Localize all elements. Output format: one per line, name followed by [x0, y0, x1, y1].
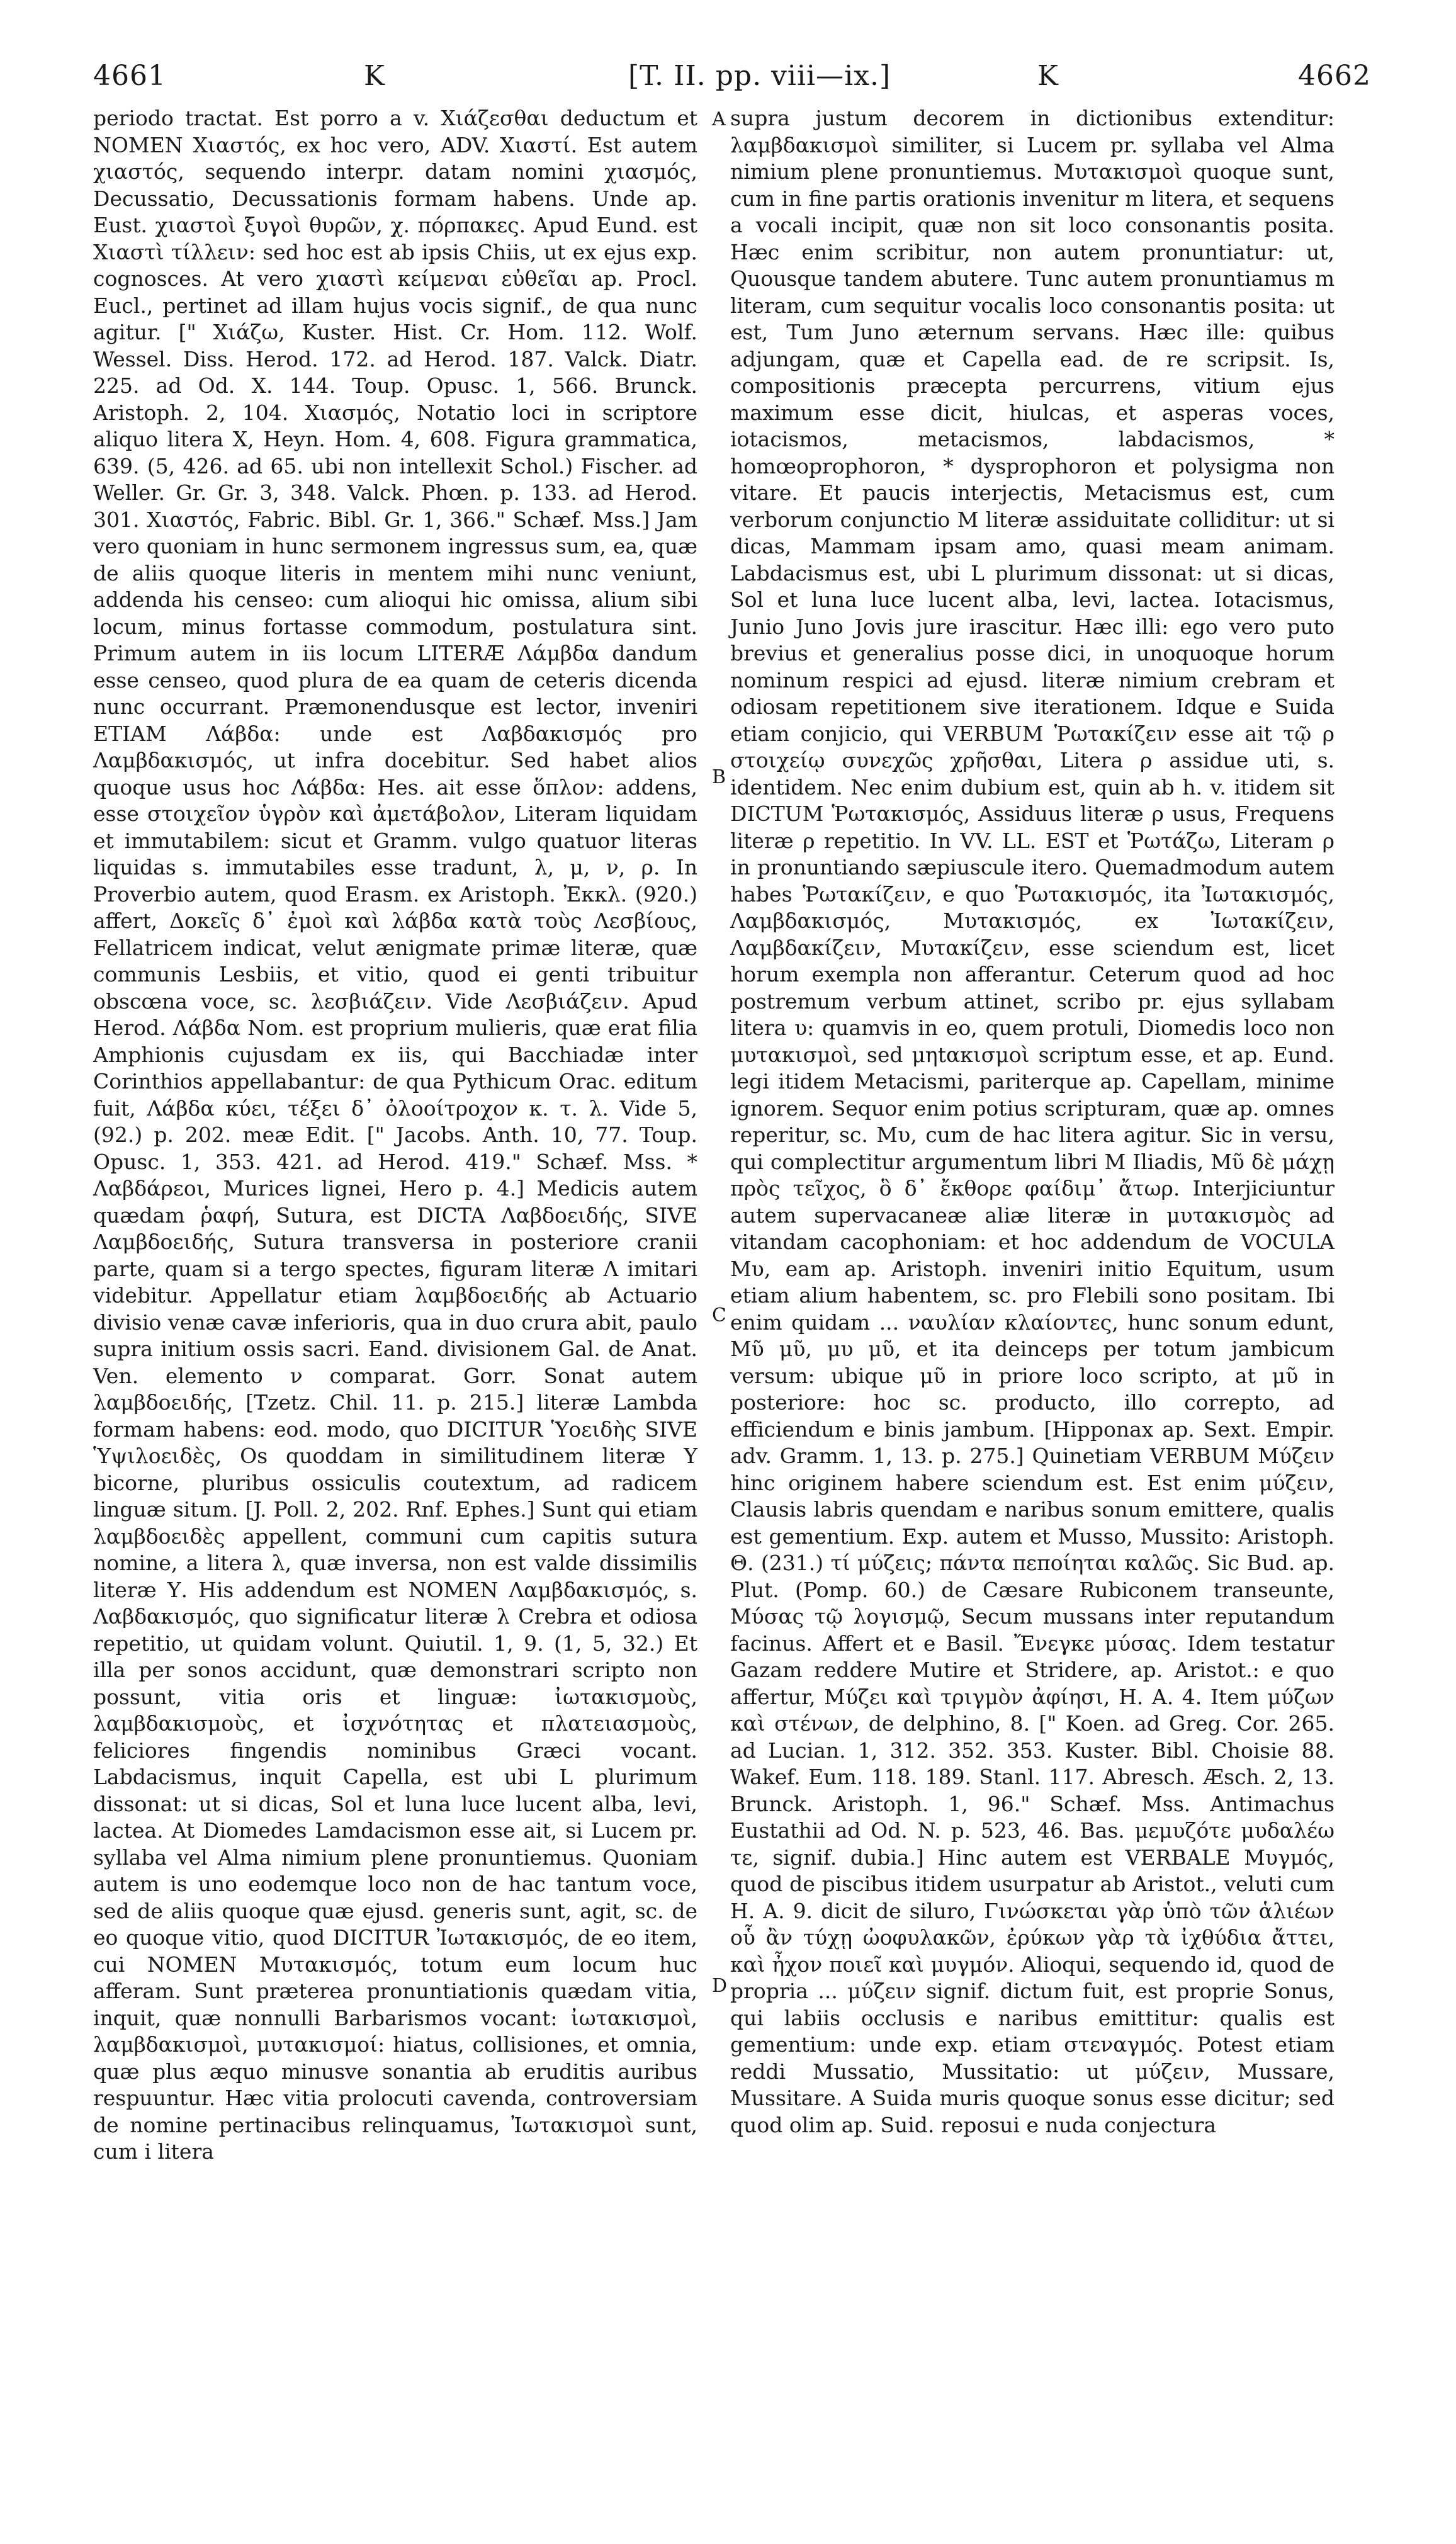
left-column-text: periodo tractat. Est porro a v. Χιάζεσθαι deductum et NOMEN Χιαστός, ex hoc vero, ADV. Χιαστί. Est autem χιαστός, sequendo interpr. datam nomini χιασμός, Decussatio, Decussationis formam habens. Unde ap. Eust. χιαστοὶ ξυγοὶ θυρῶν, χ. πόρπακες. Apud Eund. est Χιαστὶ τίλλειν: sed hoc est ab ipsis Chiis, ut ex ejus exp. cognosces. At vero χιαστὶ κείμεναι εὐθεῖαι ap. Procl. Eucl., pertinet ad illam hujus vocis signif., de qua nunc agitur. [" Χιάζω, Kuster. Hist. Cr. Hom. 112. Wolf. Wessel. Diss. Herod. 172. ad Herod. 187. Valck. Diatr. 225. ad Od. X. 144. Toup. Opusc. 1, 566. Brunck. Aristoph. 2, 104. Χιασμός, Notatio loci in scriptore aliquo litera X, Heyn. Hom. 4, 608. Figura grammatica, 639. (5, 426. ad 65. ubi non intellexit Schol.) Fischer. ad Weller. Gr. Gr. 3, 348. Valck. Phœn. p. 133. ad Herod. 301. Χιαστός, Fabric. Bibl. Gr. 1, 366." Schæf. Mss.] Jam vero quoniam in hunc sermonem ingressus sum, ea, quæ de aliis quoque literis in mentem mihi nunc veniunt, addenda his censeo: cum alioqui hic omissa, alium sibi locum, minus fortasse commodum, postulatura sint. Primum autem in iis locum LITERÆ Λάμβδα dandum esse censeo, quod plura de ea quam de ceteris dicenda nunc occurrant. Præmonendusque est lector, inveniri ETIAM Λάβδα: unde est Λαβδακισμός pro Λαμβδακισμός, ut infra docebitur. Sed habet alios quoque usus hoc Λάβδα: Hes. ait esse ὅπλον: addens, esse στοιχεῖον ὑγρὸν καὶ ἀμετάβολον, Literam liquidam et immutabilem: sicut et Gramm. vulgo quatuor literas liquidas s. immutabiles esse tradunt, λ, μ, ν, ρ. In Proverbio autem, quod Erasm. ex Aristoph. Ἐκκλ. (920.) affert, Δοκεῖς δ᾽ ἐμοὶ καὶ λάβδα κατὰ τοὺς Λεσβίους, Fellatricem indicat, velut ænigmate primæ literæ, quæ communis Lesbiis, et vitio, quod ei genti tribuitur obscœna voce, sc. λεσβιάζειν. Vide Λεσβιάζειν. Apud Herod. Λάβδα Nom. est proprium mulieris, quæ erat filia Amphionis cujusdam ex iis, qui Bacchiadæ inter Corinthios appellabantur: de qua Pythicum Orac. editum fuit, Λάβδα κύει, τέξει δ᾽ ὀλοοίτροχον κ. τ. λ. Vide 5, (92.) p. 202. meæ Edit. [" Jacobs. Anth. 10, 77. Toup. Opusc. 1, 353. 421. ad Herod. 419." Schæf. Mss. * Λαβδάρεοι, Murices lignei, Hero p. 4.] Medicis autem quædam ῥαφή, Sutura, est DICTA Λαβδοειδής, SIVE Λαμβδοειδής, Sutura transversa in posteriore cranii parte, quam si a tergo spectes, figuram literæ Λ imitari videbitur. Appellatur etiam λαμβδοειδής ab Actuario divisio venæ cavæ inferioris, qua in duo crura abit, paulo supra initium ossis sacri. Eand. divisionem Gal. de Anat. Ven. elemento ν comparat. Gorr. Sonat autem λαμβδοειδής, [Tzetz. Chil. 11. p. 215.] literæ Lambda formam habens: eod. modo, quo DICITUR Ὑοειδὴς SIVE Ὑψιλοειδὲς, Os quoddam in similitudinem literæ Υ bicorne, pluribus ossiculis coutextum, ad radicem linguæ situm. [J. Poll. 2, 202. Rnf. Ephes.] Sunt qui etiam λαμβδοειδὲς appellent, communi cum capitis sutura nomine, a litera λ, quæ inversa, non est valde dissimilis literæ Υ. His addendum est NOMEN Λαμβδακισμός, s. Λαβδακισμός, quo significatur literæ λ Crebra et odiosa repetitio, ut quidam volunt. Quiutil. 1, 9. (1, 5, 32.) Et illa per sonos accidunt, quæ demonstrari scripto non possunt, vitia oris et linguæ: ἰωτακισμοὺς, λαμβδακισμοὺς, et ἰσχνότητας et πλατειασμοὺς, feliciores fingendis nominibus Græci vocant. Labdacismus, inquit Capella, est ubi L plurimum dissonat: ut si dicas, Sol et luna luce lucent alba, levi, lactea. At Diomedes Lamdacismon esse ait, si Lucem pr. syllaba vel Alma nimium plene pronuntiemus. Quoniam autem is uno eodemque loco non de hac tantum voce, sed de aliis quoque quæ ejusd. generis sunt, agit, sc. de eo quoque vitio, quod DICITUR Ἰωτακισμός, de eo item, cui NOMEN Μυτακισμός, totum eum locum huc afferam. Sunt præterea pronuntiationis quædam vitia, inquit, quæ nonnulli Barbarismos vocant: ἰωτακισμοὶ, λαμβδακισμοὶ, μυτακισμοί: hiatus, collisiones, et omnia, quæ plus æquo minusve sonantia ab eruditis auribus respuuntur. Hæc vitia prolocuti cavenda, controversiam de nomine pertinacibus relinquamus, Ἰωτακισμοὶ sunt, cum i litera: [93, 106, 697, 2164]
margin-letter-b: B: [712, 766, 726, 788]
margin-letter-a: A: [712, 108, 726, 130]
margin-letter-d: D: [712, 1975, 728, 1997]
right-column: [730, 105, 1335, 2139]
volume-reference: [T. II. pp. viii—ix.]: [628, 60, 891, 92]
page-number-right: 4662: [1298, 60, 1371, 92]
margin-letter-c: C: [712, 1304, 726, 1326]
running-letter-right: K: [1037, 60, 1059, 92]
page-header: [93, 60, 1371, 105]
left-column: [93, 105, 697, 2166]
page-number-left: 4661: [93, 60, 166, 92]
right-column-text: supra justum decorem in dictionibus extenditur: λαμβδακισμοὶ similiter, si Lucem pr. syllaba vel Alma nimium plene pronuntiemus. Μυτακισμοὶ quoque sunt, cum in fine partis orationis invenitur m litera, et sequens a vocali incipit, quæ non sit loco consonantis posita. Hæc enim scribitur, non autem pronuntiatur: ut, Quousque tandem abutere. Tunc autem pronuntiamus m literam, cum sequitur vocalis loco consonantis posita: ut est, Tum Juno æternum servans. Hæc ille: quibus adjungam, quæ et Capella ead. de re scripsit. Is, compositionis præcepta percurrens, vitium ejus maximum esse dicit, hiulcas, et asperas voces, iotacismos, metacismos, labdacismos, * homœoprophoron, * dysprophoron et polysigma non vitare. Et paucis interjectis, Metacismus est, cum verborum conjunctio M literæ assiduitate colliditur: ut si dicas, Mammam ipsam amo, quasi meam animam. Labdacismus est, ubi L plurimum dissonat: ut si dicas, Sol et luna luce lucent alba, levi, lactea. Iotacismus, Junio Juno Jovis jure irascitur. Hæc illi: ego vero puto brevius et generalius posse dici, in unoquoque horum nominum respici ad ejusd. literæ nimium crebram et odiosam repetitionem sive iterationem. Idque e Suida etiam conjicio, qui VERBUM Ῥωτακίζειν esse ait τῷ ρ στοιχείῳ συνεχῶς χρῆσθαι, Litera ρ assidue uti, s. identidem. Nec enim dubium est, quin ab h. v. itidem sit DICTUM Ῥωτακισμός, Assiduus literæ ρ usus, Frequens literæ ρ repetitio. In VV. LL. EST et Ῥωτάζω, Literam ρ in pronuntiando sæpiuscule iterο. Quemadmodum autem habes Ῥωτακίζειν, e quo Ῥωτακισμός, ita Ἰωτακισμός, Λαμβδακισμός, Μυτακισμός, ex Ἰωτακίζειν, Λαμβδακίζειν, Μυτακίζειν, esse sciendum est, licet horum exempla non afferantur. Ceterum quod ad hoc postremum verbum attinet, scribo pr. ejus syllabam litera υ: quamvis in eo, quem protuli, Diomedis loco non μυτακισμοὶ, sed μηtακισμοὶ scriptum esse, et ap. Eund. legi itidem Metacismi, pariterque ap. Capellam, minime ignorem. Sequor enim potius scripturam, quæ ap. omnes reperitur, sc. Μυ, cum de hac litera agitur. Sic in versu, qui complectitur argumentum libri M Iliadis, Μῦ δὲ μάχῃ πρὸς τεῖχος, ὃ δ᾽ ἔκθορε φαίδιμ᾽ ἄτωρ. Interjiciuntur autem supervacaneæ aliæ literæ in μυτακισμὸς ad vitandam cacophoniam: et hoc addendum de VOCULA Μυ, eam ap. Aristoph. inveniri initio Equitum, usum etiam alium habentem, sc. pro Flebili sono positam. Ibi enim quidam ... ναυλίαν κλαίοντες, hunc sonum edunt, Μῦ μῦ, μυ μῦ, et ita deinceps per totum jambicum versum: ubique μῦ in priore loco scripto, at μῦ in posteriore: hoc sc. producto, illo correpto, ad efficiendum e binis jambum. [Hipponax ap. Sext. Empir. adv. Gramm. 1, 13. p. 275.] Quinetiam VERBUM Μύζειν hinc originem habere sciendum est. Est enim μύζειν, Clausis labris quendam e naribus sonum emittere, qualis est gementium. Exp. autem et Musso, Mussito: Aristoph. Θ. (231.) τί μύζεις; πάντα πεποίηται καλῶς. Sic Bud. ap. Plut. (Pomp. 60.) de Cæsare Rubiconem transeunte, Μύσας τῷ λογισμῷ, Secum mussans inter reputandum facinus. Affert et e Basil. Ἔνεγκε μύσας. Idem testatur Gazam reddere Mutire et Stridere, ap. Aristot.: e quo affertur, Μύζει καὶ τριγμὸν ἀφίησι, H. A. 4. Item μύζων καὶ στένων, de delphino, 8. [" Koen. ad Greg. Cor. 265. ad Lucian. 1, 312. 352. 353. Kuster. Bibl. Choisie 88. Wakef. Eum. 118. 189. Stanl. 117. Abresch. Æsch. 2, 13. Brunck. Aristoph. 1, 96." Schæf. Mss. Antimachus Eustathii ad Od. N. p. 523, 46. Bas. μεμυζότε μυδαλέω τε, signif. dubia.] Hinc autem est VERBALE Μυγμός, quod de piscibus itidem usurpatur ab Aristot., veluti cum H. A. 9. dicit de siluro, Γινώσκεται γὰρ ὑπὸ τῶν ἁλιέων οὗ ἂν τύχῃ ὠοφυλακῶν, ἐρύκων γὰρ τὰ ἰχθύδια ἄττει, καὶ ἦχον ποιεῖ καὶ μυγμόν. Alioqui, sequendo id, quod de propria ... μύζειν signif. dictum fuit, est proprie Sonus, qui labiis occlusis e naribus emittitur: qualis est gementium: unde exp. etiam στεναγμός. Potest etiam reddi Mussatio, Mussitatio: ut μύζειν, Mussare, Mussitare. A Suida muris quoque sonus esse dicitur; sed quod olim ap. Suid. reposui e nuda conjectura: [730, 106, 1335, 2137]
running-letter-left: K: [364, 60, 385, 92]
dictionary-page: [93, 60, 1371, 2515]
